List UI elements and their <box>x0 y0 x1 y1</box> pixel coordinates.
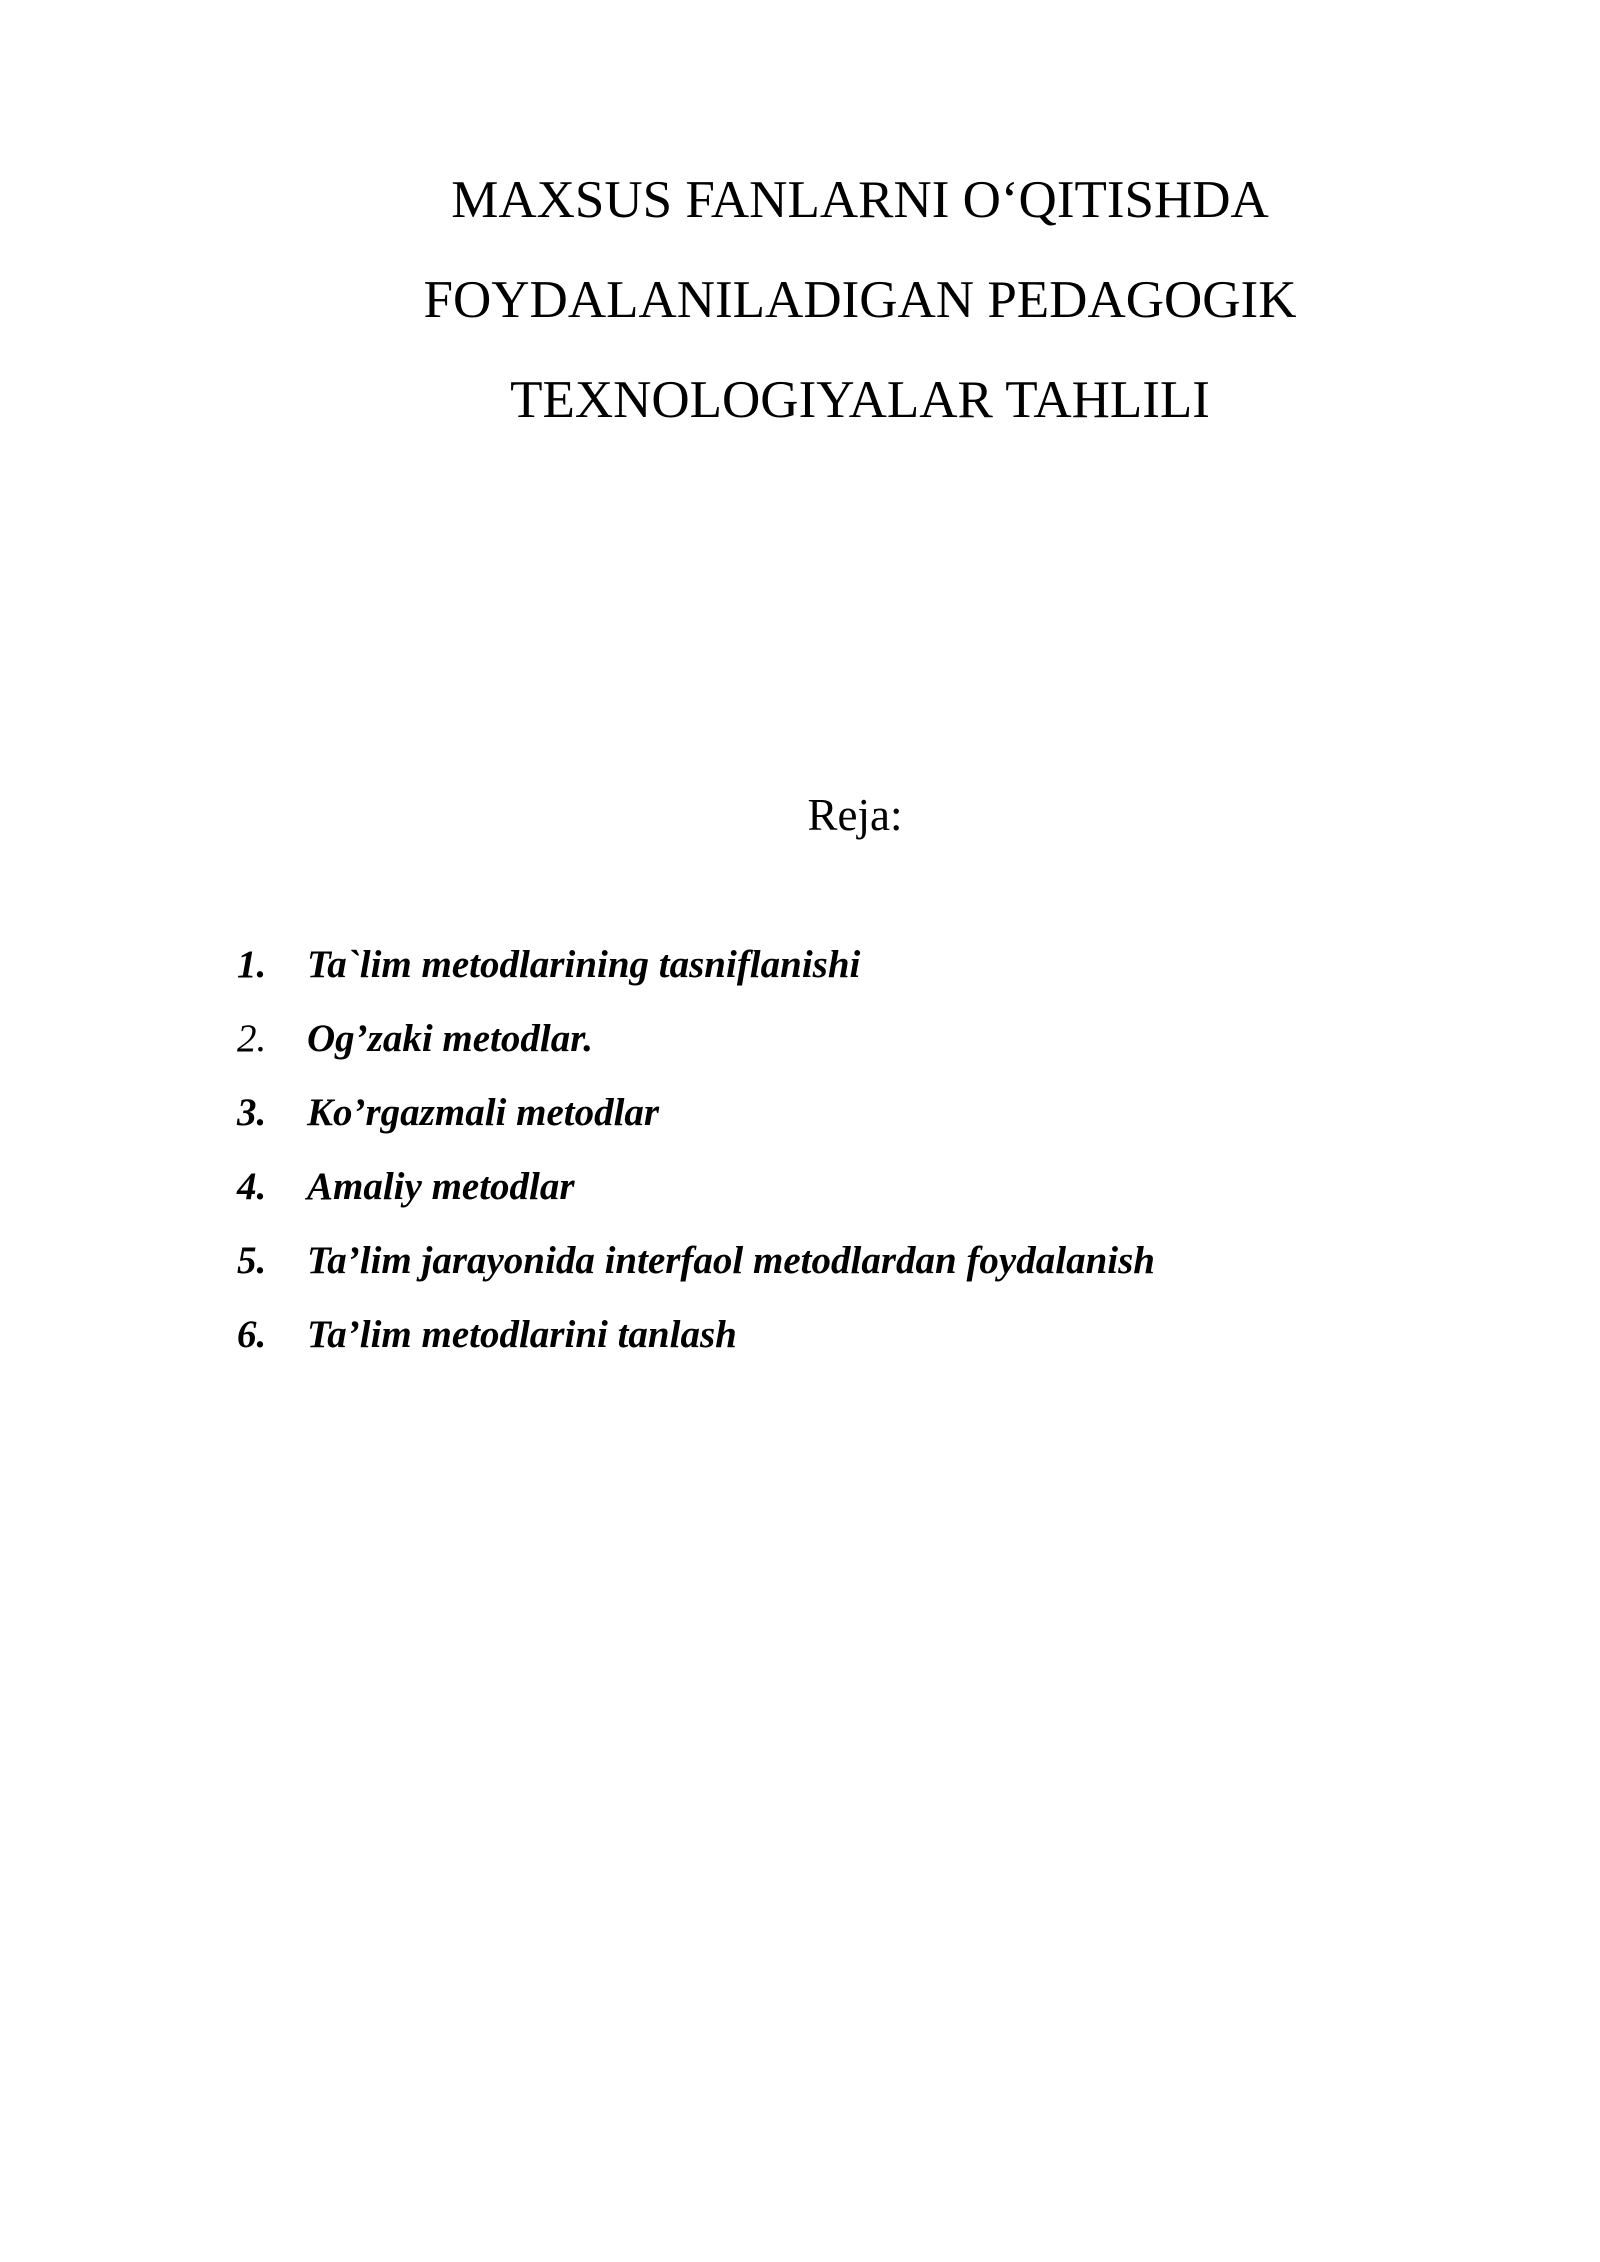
plan-item-number: 4. <box>237 1165 267 1208</box>
plan-item-number: 6. <box>237 1313 267 1356</box>
plan-item-3 <box>237 1076 1155 1150</box>
plan-item-6 <box>237 1298 1155 1372</box>
plan-item-text: Og’zaki metodlar. <box>307 1017 594 1060</box>
plan-item-number: 3. <box>237 1091 267 1134</box>
plan-item-number: 5. <box>237 1239 267 1282</box>
title-line-1: MAXSUS FANLARNI O‘QITISHDA <box>451 171 1269 229</box>
plan-item-text: Amaliy metodlar <box>307 1165 575 1208</box>
plan-item-number: 1. <box>237 943 267 986</box>
plan-item-text: Ko’rgazmali metodlar <box>307 1091 660 1134</box>
document-title <box>320 150 1400 450</box>
plan-list <box>237 928 1155 1372</box>
plan-item-2 <box>237 1002 1155 1076</box>
plan-item-text: Ta`lim metodlarining tasniflanishi <box>307 943 861 986</box>
title-line-2: FOYDALANILADIGAN PEDAGOGIK <box>423 271 1297 329</box>
plan-item-1 <box>237 928 1155 1002</box>
title-line-3: TEXNOLOGIYALAR TAHLILI <box>510 371 1210 429</box>
plan-heading: Reja: <box>807 790 903 840</box>
plan-item-number: 2. <box>237 1017 267 1060</box>
plan-item-4 <box>237 1150 1155 1224</box>
plan-item-text: Ta’lim jarayonida interfaol metodlardan foydalanish <box>307 1239 1155 1282</box>
plan-item-text: Ta’lim metodlarini tanlash <box>307 1313 737 1356</box>
plan-item-5 <box>237 1224 1155 1298</box>
